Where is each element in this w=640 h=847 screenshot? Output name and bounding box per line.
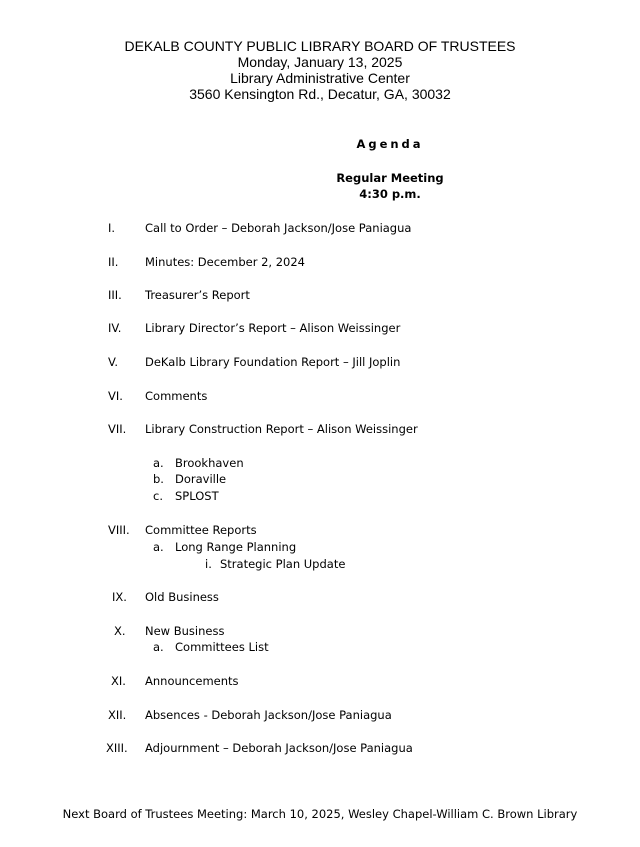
subitem-text: Long Range Planning [175,540,297,554]
subitem-text: Brookhaven [175,456,244,470]
next-meeting-note: Next Board of Trustees Meeting: March 10, 2025, Wesley Chapel-William C. Brown Library [62,807,578,821]
meeting-type: Regular Meeting [336,171,444,185]
agenda-title [300,136,480,152]
item-text: Committee Reports [145,523,257,537]
item-text: Library Director’s Report – Alison Weissinger [145,321,401,335]
item-text: Adjournment – Deborah Jackson/Jose Paniagua [145,741,413,755]
item-number: VIII. [108,523,130,537]
header-organization: DEKALB COUNTY PUBLIC LIBRARY BOARD OF TRUSTEES [124,38,516,54]
item-number: IV. [108,321,122,335]
header-location: Library Administrative Center [230,70,410,86]
item-number: X. [114,624,126,638]
item-text: New Business [145,624,225,638]
subitem-text: Doraville [175,472,227,486]
item-number: XI. [111,674,126,688]
item-text: Treasurer’s Report [145,288,250,302]
item-number: VI. [108,389,123,403]
subitem-letter: a. [153,540,164,554]
item-number: III. [108,288,122,302]
item-number: VII. [108,422,127,436]
item-number: XIII. [106,741,128,755]
item-text: Library Construction Report – Alison Weissinger [145,422,418,436]
item-text: Call to Order – Deborah Jackson/Jose Paniagua [145,221,412,235]
item-number: I. [108,221,116,235]
item-number: II. [108,255,119,269]
subitem-letter: b. [153,472,164,486]
item-number: IX. [112,590,127,604]
item-number: V. [108,355,119,369]
subitem-letter: c. [153,489,163,503]
item-text: Comments [145,389,208,403]
subsubitem-numeral: i. [205,557,212,571]
subitem-letter: a. [153,456,164,470]
subitem-text: SPLOST [175,489,219,503]
item-text: Old Business [145,590,219,604]
header-date: Monday, January 13, 2025 [237,54,403,70]
item-text: DeKalb Library Foundation Report – Jill Joplin [145,355,401,369]
subitem-letter: a. [153,640,164,654]
subsubitem-text: Strategic Plan Update [220,557,346,571]
item-text: Absences - Deborah Jackson/Jose Paniagua [145,708,392,722]
item-number: XII. [108,708,127,722]
header-address: 3560 Kensington Rd., Decatur, GA, 30032 [189,86,451,102]
item-text: Announcements [145,674,239,688]
agenda-heading: Agenda [356,137,424,151]
item-text: Minutes: December 2, 2024 [145,255,305,269]
meeting-time: 4:30 p.m. [359,187,421,201]
subitem-text: Committees List [175,640,269,654]
